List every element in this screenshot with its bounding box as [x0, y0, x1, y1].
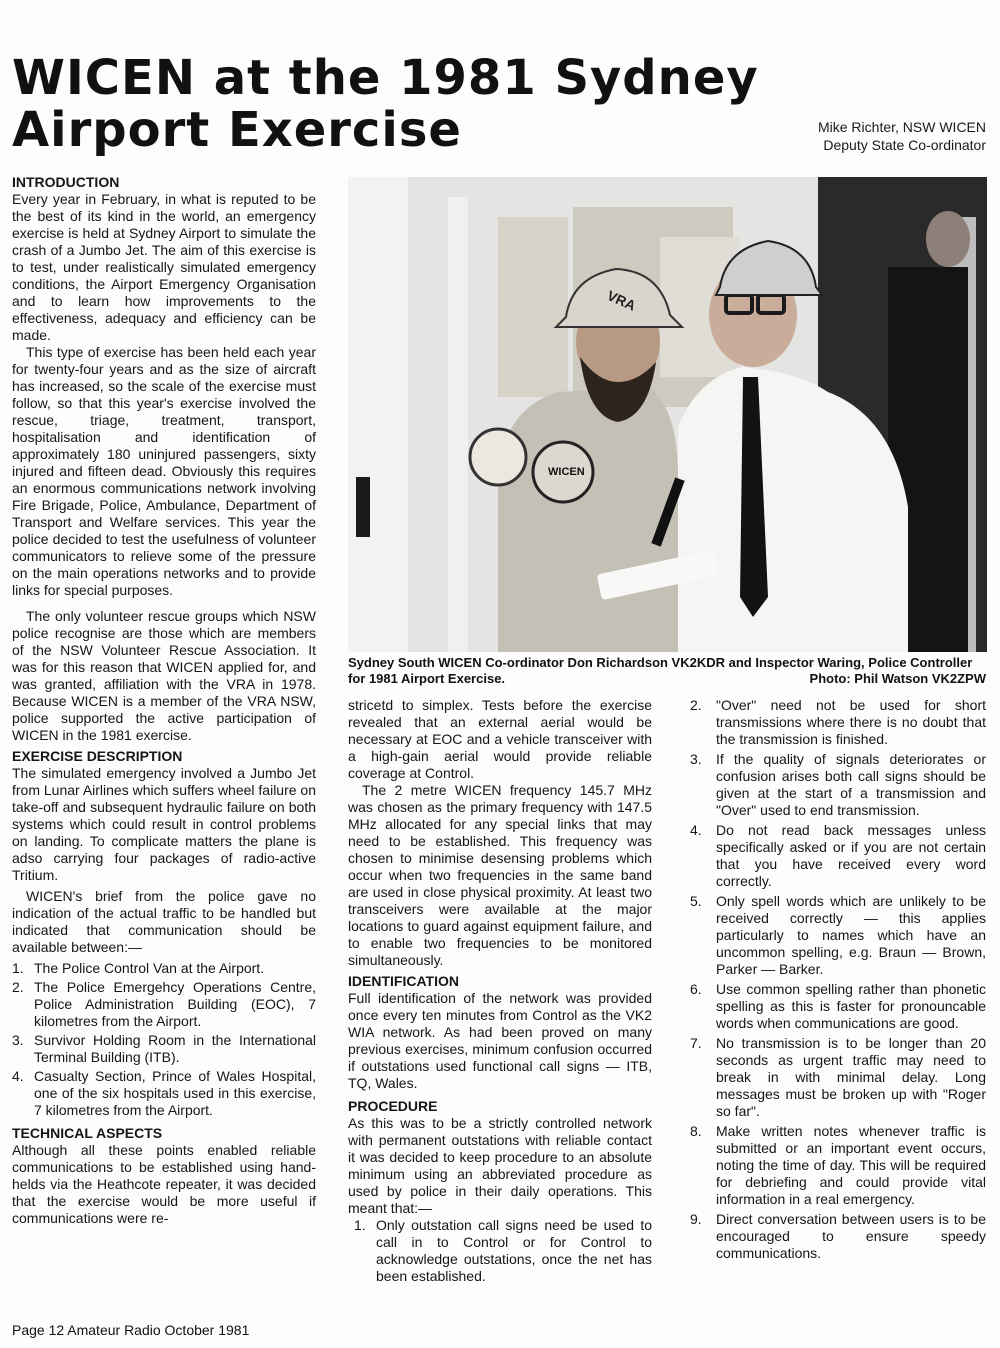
list-text: Survivor Holding Room in the International Terminal Building (ITB). — [34, 1032, 316, 1065]
list-item — [12, 1032, 316, 1066]
paragraph: The simulated emergency involved a Jumbo Jet from Lunar Airlines which suffers wheel failure on take-off and subsequent hydraulic failure on both systems which could result in control problems on landing. To complicate matters the plane is adso carrying four packages of radio-active Tritium. — [12, 765, 317, 883]
list-item — [690, 981, 986, 1032]
page-footer: Page 12 Amateur Radio October 1981 — [12, 1322, 250, 1338]
list-number: 2. — [12, 979, 24, 995]
title-line-1: WICEN at the 1981 Sydney — [12, 50, 759, 106]
list-number: 5. — [690, 893, 702, 909]
photo-credit: Photo: Phil Watson VK2ZPW — [809, 671, 986, 686]
list-number: 4. — [690, 822, 702, 838]
article-photo — [348, 177, 987, 652]
list-number: 3. — [12, 1032, 24, 1048]
list-item — [354, 1217, 652, 1285]
heading-exercise-description: EXERCISE DESCRIPTION — [12, 748, 183, 764]
heading-introduction: INTRODUCTION — [12, 174, 120, 190]
list-number: 6. — [690, 981, 702, 997]
paragraph: WICEN's brief from the police gave no indication of the actual traffic to be handled but indicated that communication should be available between:— — [12, 888, 316, 955]
list-item — [690, 697, 986, 748]
paragraph: This type of exercise has been held each year for twenty-four years and as the size of aircraft has increased, so the scale of the exercise must follow, so that this year's exercise involved the rescue, triage, treatment, transport, hospitalisation and identification of approximately 180 uninjured passengers, sixty injured and fifteen dead. Obviously this requires an enormous communications network involving Fire Brigade, Police, Ambulance, Department of Transport and Welfare services. This year the police decided to test the usefulness of volunteer communicators to relieve some of the pressure on the main operations networks and to provide links for special purposes. — [12, 344, 316, 598]
location-list — [12, 960, 316, 1119]
heading-procedure: PROCEDURE — [348, 1098, 438, 1114]
list-number: 8. — [690, 1123, 702, 1139]
photo-caption — [348, 655, 986, 687]
heading-identification: IDENTIFICATION — [348, 973, 459, 989]
list-text: Direct conversation between users is to be encouraged to ensure speedy communications. — [716, 1211, 986, 1261]
list-text: Use common spelling rather than phonetic spelling as this is faster for pronouncable words when communications are good. — [716, 981, 986, 1031]
list-text: Do not read back messages unless specifically asked or if you are not certain that you have received every word correctly. — [716, 822, 986, 889]
list-item — [690, 1211, 986, 1262]
list-item — [12, 960, 316, 977]
list-text: Only outstation call signs need be used to call in to Control or for Control to acknowledge outstations, once the net has been established. — [376, 1217, 652, 1284]
procedure-list — [348, 1217, 652, 1285]
list-item — [690, 822, 986, 890]
caption-text: Sydney South WICEN Co-ordinator Don Richardson VK2KDR and Inspector Waring, Police Controller for 1981 Airport Exercise. — [348, 655, 973, 686]
paragraph: As this was to be a strictly controlled network with permanent outstations with reliable contact it was decided to keep procedure to an absolute minimum using an abbreviated procedure as used by police in their daily operations. This meant that:— — [348, 1115, 652, 1216]
paragraph: The only volunteer rescue groups which NSW police recognise are those which are members of the NSW Volunteer Rescue Association. It was for this reason that WICEN applied for, and was granted, affiliation with the VRA in 1978. Because WICEN is a member of the VRA NSW, police supported the active participation of WICEN in the 1981 exercise. — [12, 608, 316, 743]
badge-label: WICEN — [548, 466, 585, 478]
list-text: The Police Control Van at the Airport. — [34, 960, 265, 976]
byline — [818, 118, 986, 154]
heading-technical-aspects: TECHNICAL ASPECTS — [12, 1125, 163, 1141]
list-number: 2. — [690, 697, 702, 713]
list-number: 4. — [12, 1068, 24, 1084]
photo-illustration — [348, 177, 987, 652]
list-text: Make written notes whenever traffic is submitted or an important event occurs, noting the time of day. This will be required for debriefing and could provide vital information in a real emergency. — [716, 1123, 986, 1207]
list-number: 3. — [690, 751, 702, 767]
paragraph: Every year in February, in what is reputed to be the best of its kind in the world, an emergency exercise is held at Sydney Airport to simulate the crash of a Jumbo Jet. The aim of this exercise is to test, under realistically simulated emergency conditions, the Airport Emergency Organisation and to learn how improvements to the effectiveness, adequacy and efficiency can be made. — [12, 191, 316, 343]
list-number: 9. — [690, 1211, 702, 1227]
paragraph: Full identification of the network was provided once every ten minutes from Control as the VK2 WIA network. As had been proved on many previous exercises, minimum confusion occurred if outstations used functional call signs — ITB, TQ, Wales. — [348, 990, 652, 1091]
list-text: If the quality of signals deteriorates or confusion arises both call signs should be given at the start of a transmission and "Over" used to end transmission. — [716, 751, 986, 818]
byline-author: Mike Richter, NSW WICEN — [817, 119, 986, 135]
list-text: Only spell words which are unlikely to be received correctly — this applies particularly to names which have an uncommon spelling, e.g. Braun — Brown, Parker — Barker. — [716, 893, 986, 977]
paragraph: stricetd to simplex. Tests before the exercise revealed that an external aerial would be necessary at EOC and a vehicle transceiver with a high-gain aerial would provide reliable coverage at Control. — [348, 697, 652, 781]
list-item — [690, 1123, 986, 1208]
list-item — [690, 893, 986, 978]
list-text: The Police Emergehcy Operations Centre, Police Administration Building (EOC), 7 kilometres from the Airport. — [34, 979, 316, 1029]
paragraph: Although all these points enabled reliable communications to be established using hand-helds via the Heathcote repeater, it was decided that the exercise would be more useful if communications were re- — [12, 1142, 316, 1226]
title-line-2: Airport Exercise — [12, 102, 462, 158]
list-number: 1. — [354, 1217, 366, 1233]
list-item — [690, 751, 986, 819]
list-item — [12, 979, 316, 1030]
list-text: "Over" need not be used for short transmissions where there is no doubt that the transmission is finished. — [716, 697, 986, 747]
list-number: 7. — [690, 1035, 702, 1051]
procedure-list-continued — [690, 697, 986, 1262]
column-2 — [348, 697, 652, 1287]
byline-role: Deputy State Co-ordinator — [823, 137, 986, 153]
list-item — [12, 1068, 316, 1119]
list-item — [690, 1035, 986, 1120]
helmet-label: VRA — [604, 287, 639, 314]
paragraph: The 2 metre WICEN frequency 145.7 MHz was chosen as the primary frequency with 147.5 MHz allocated for any special links that may need to be established. This frequency was chosen to minimise desensing problems which occur when two frequencies in the same band are used in close physical proximity. At least two transceivers were available at the major locations to guard against equipment failure, and to enable two frequencies to be monitored simultaneously. — [348, 782, 652, 968]
list-number: 1. — [12, 960, 24, 976]
column-1 — [12, 172, 316, 1227]
column-3 — [690, 697, 986, 1265]
list-text: Casualty Section, Prince of Wales Hospital, one of the six hospitals used in this exercise, 7 kilometres from the Airport. — [34, 1068, 316, 1118]
list-text: No transmission is to be longer than 20 seconds as urgent traffic may need to break in with minimal delay. Long messages must be broken up with "Roger so far". — [716, 1035, 986, 1119]
